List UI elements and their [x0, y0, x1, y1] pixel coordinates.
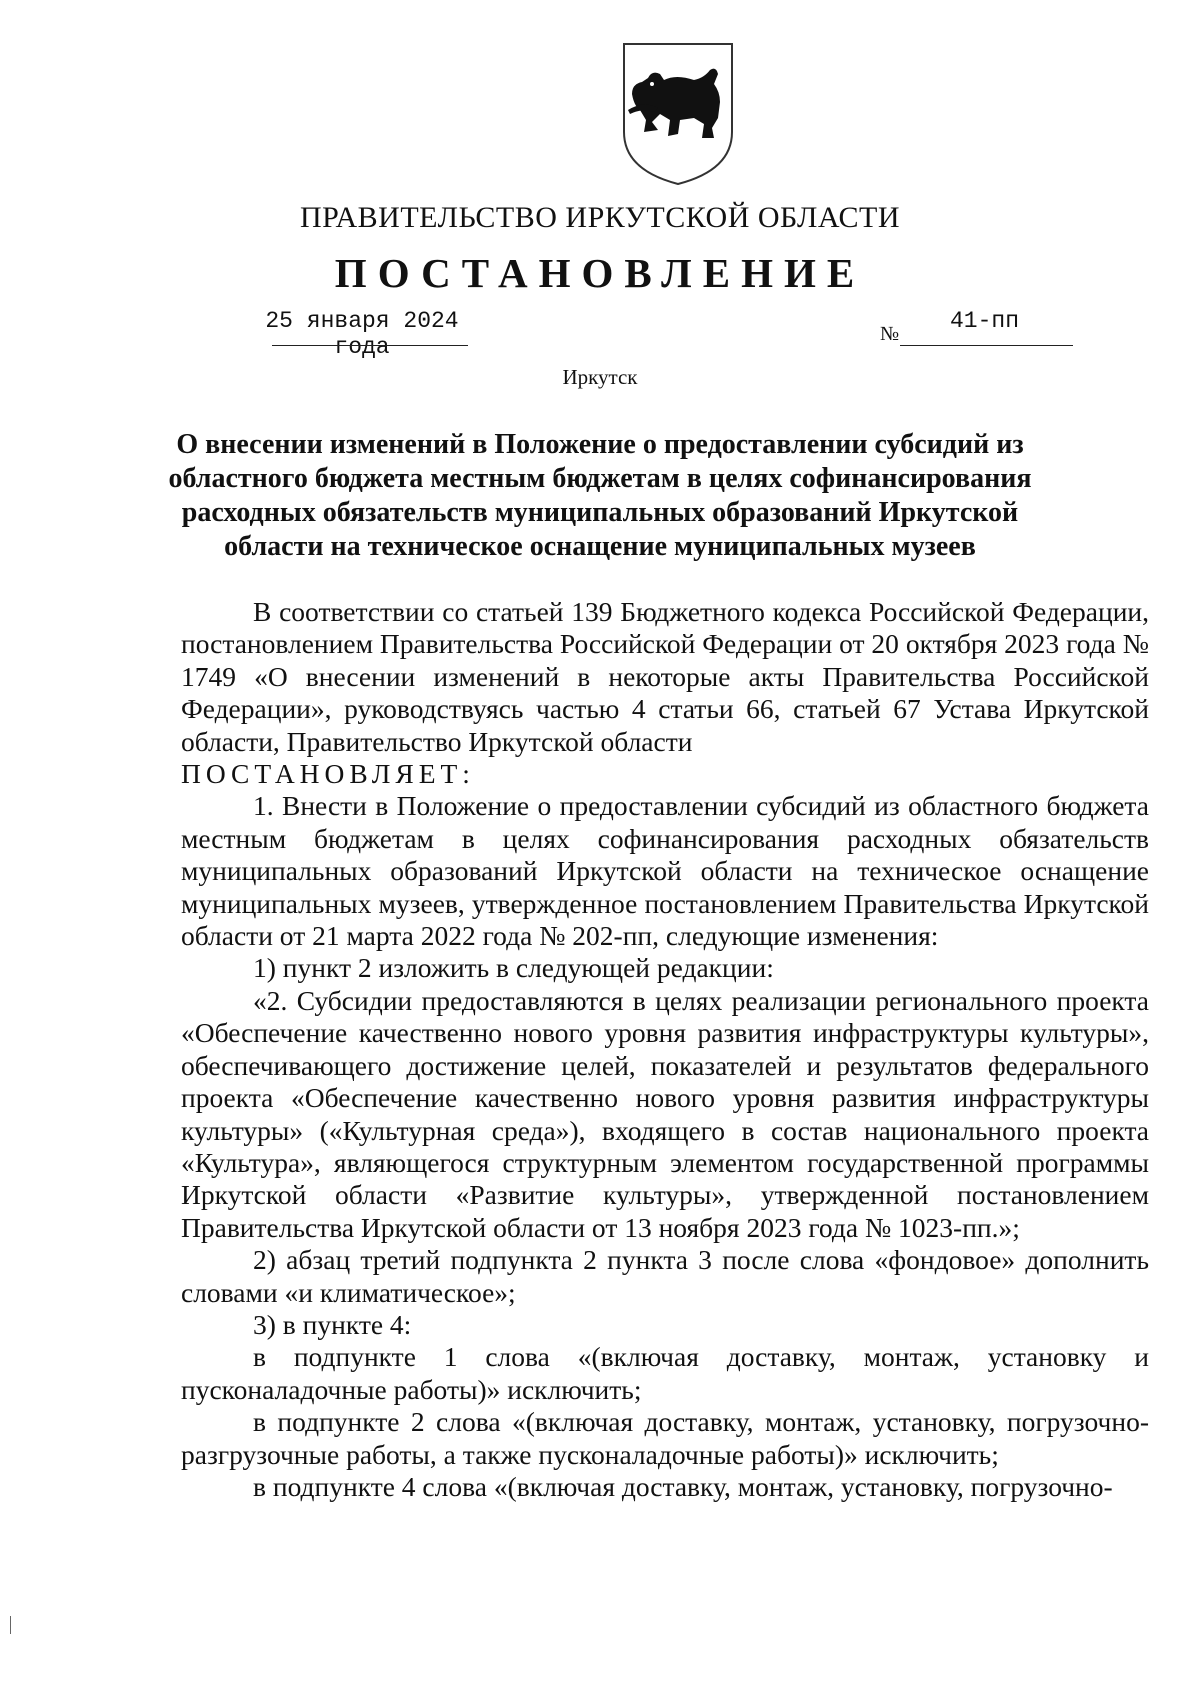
body-paragraph: 1) пункт 2 изложить в следующей редакции: [253, 952, 774, 984]
date-underline [272, 345, 468, 346]
document-body [181, 596, 1149, 1503]
organization-name: ПРАВИТЕЛЬСТВО ИРКУТСКОЙ ОБЛАСТИ [299, 201, 901, 234]
body-paragraph: 3) в пункте 4: [253, 1308, 412, 1340]
body-paragraph: 1. Внести в Положение о предоставлении субсидий из областного бюджета местным бюджетам в целях софинансирования расходных обязательств муниципальных образований Иркутской области на техническое оснащение муниципальных музеев, утвержденное постановлением Правительства Иркутской области от 21 марта 2022 года № 202-пп, следующие изменения: [181, 790, 1149, 952]
preamble-paragraph: В соответствии со статьей 139 Бюджетного кодекса Российской Федерации, постановлением Правительства Российской Федерации от 20 октября 2023 года № 1749 «О внесении изменений в некоторые акты Правительства Российской Федерации», руководствуясь частью 4 статьи 66, статьей 67 Устава Иркутской области, Правительство Иркутской области [181, 596, 1149, 757]
body-paragraph: в подпункте 2 слова «(включая доставку, монтаж, установку, погрузочно-разгрузочные работы, а также пусконаладочные работы)» исключить; [181, 1406, 1149, 1470]
city-name: Иркутск [562, 365, 638, 389]
body-paragraph: 2) абзац третий подпункта 2 пункта 3 после слова «фондовое» дополнить словами «и климатическое»; [181, 1244, 1149, 1308]
number-underline [900, 345, 1073, 346]
document-number: 41-пп [949, 308, 1019, 334]
body-paragraph: «2. Субсидии предоставляются в целях реализации регионального проекта «Обеспечение качественно нового уровня развития инфраструктуры культуры», обеспечивающего достижение целей, показателей и результатов федерального проекта «Обеспечение качественно нового уровня развития инфраструктуры культуры» («Культурная среда»), входящего в состав национального проекта «Культура», являющегося структурным элементом государственной программы Иркутской области «Развитие культуры», утвержденной постановлением Правительства Иркутской области от 13 ноября 2023 года № 1023-пп.»; [181, 984, 1149, 1243]
document-type: ПОСТАНОВЛЕНИЕ [334, 250, 866, 296]
coat-of-arms-icon [618, 40, 738, 188]
resolves-word: ПОСТАНОВЛЯЕТ: [181, 758, 475, 790]
document-date: 25 января 2024 года [265, 308, 459, 360]
document-title: О внесении изменений в Положение о предоставлении субсидий из областного бюджета местным бюджетам в целях софинансирования расходных обязательств муниципальных образований Иркутской области на техническое оснащение муниципальных музеев [168, 429, 1032, 562]
scan-artifact [10, 1616, 11, 1634]
body-paragraph: в подпункте 1 слова «(включая доставку, монтаж, установку и пусконаладочные работы)» исключить; [181, 1341, 1149, 1405]
body-paragraph: в подпункте 4 слова «(включая доставку, монтаж, установку, погрузочно- [253, 1470, 1113, 1502]
number-sign: № [880, 323, 900, 345]
